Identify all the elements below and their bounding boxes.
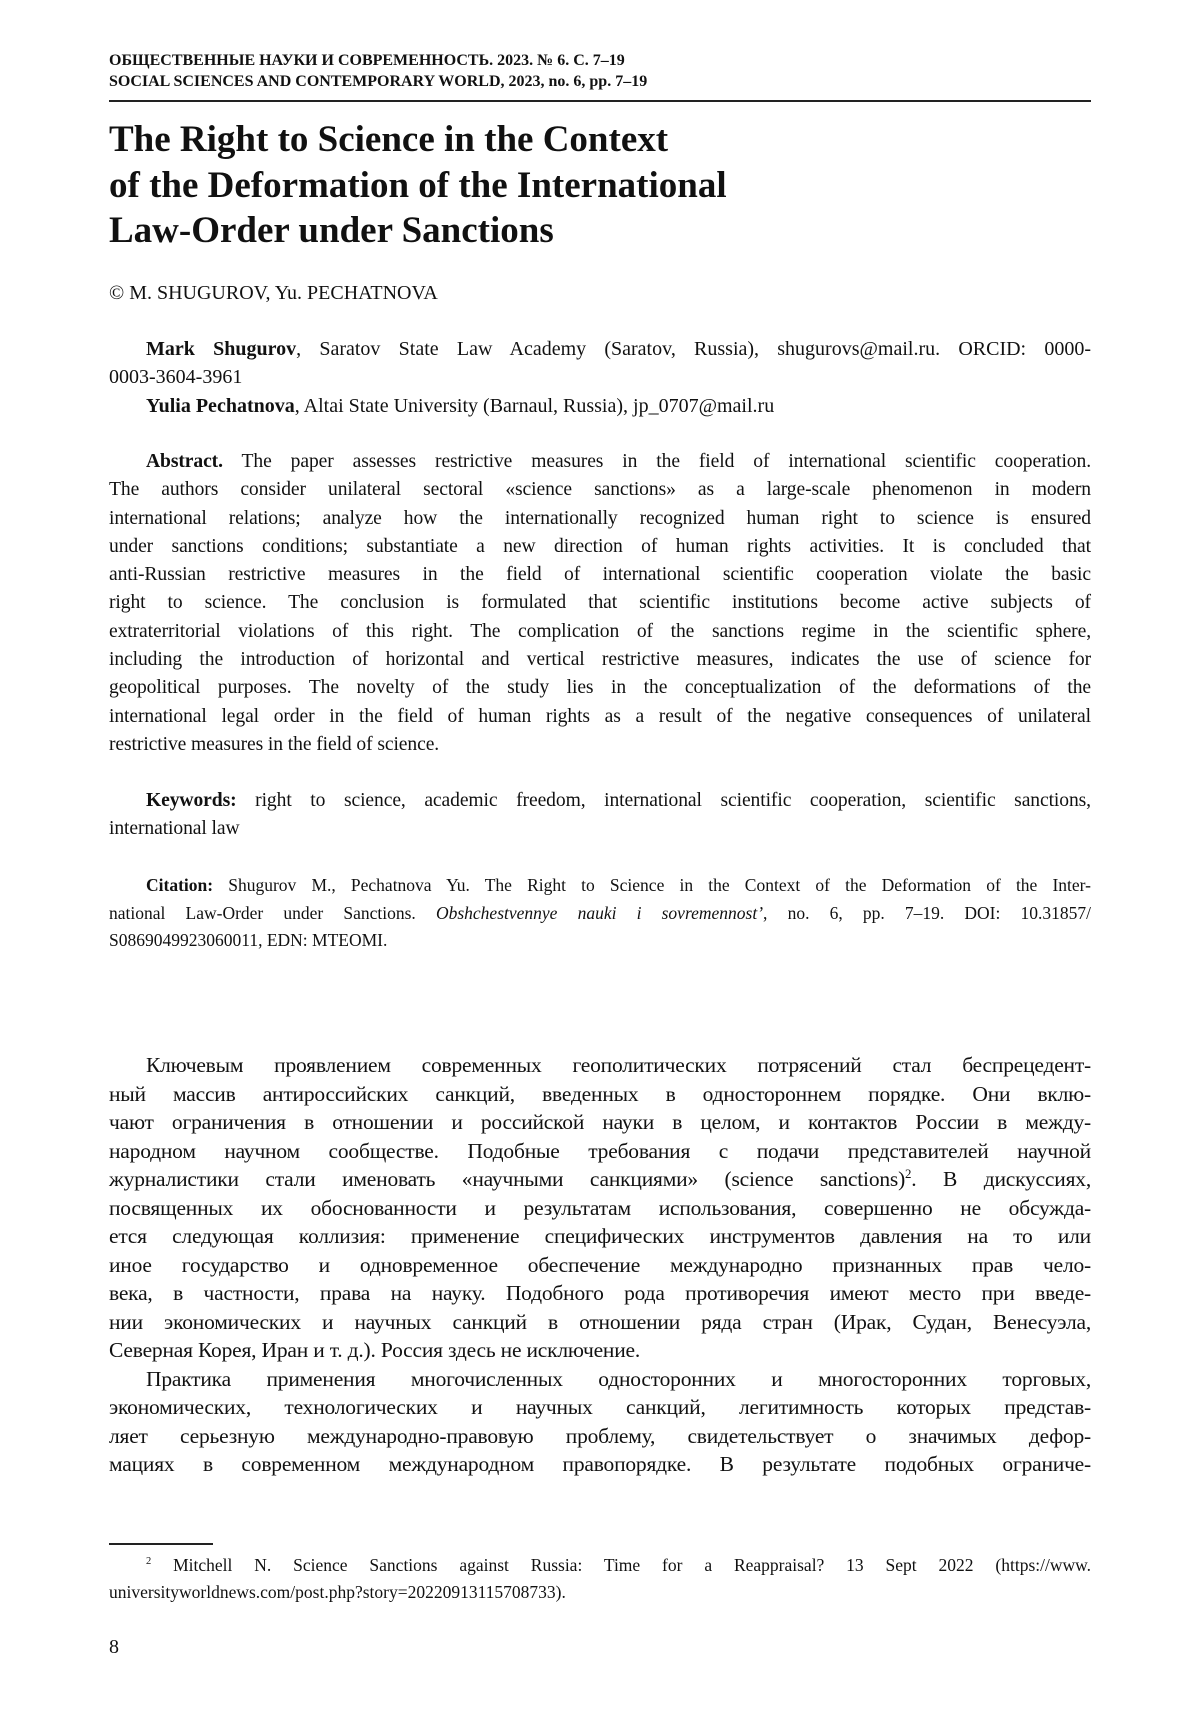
footnote-rule [109,1543,213,1545]
body-line: ный массив антироссийских санкций, введенных в одностороннем порядке. Они вклю- [109,1081,1091,1106]
keywords-label: Keywords: [146,790,237,811]
abstract-text: The paper assesses restrictive measures in the field of international scientific cooperation. [222,451,1091,472]
body-line: Ключевым проявлением современных геополитических потрясений стал беспрецедент- [146,1053,1091,1077]
footnote [109,1552,1091,1606]
abstract [109,448,1091,759]
body-line: народном научном сообществе. Подобные требования с подачи представителей научной [109,1138,1091,1163]
citation [109,872,1091,955]
footnote-line [109,1552,1091,1579]
abstract-line: geopolitical purposes. The novelty of the study lies in the conceptualization of the deformations of the [109,677,1091,699]
header-en: SOCIAL SCIENCES AND CONTEMPORARY WORLD, 2023, no. 6, pp. 7–19 [109,73,648,90]
page-number: 8 [109,1636,119,1658]
body-line: чают ограничения в отношении и российской науки в целом, и контактов России в между- [109,1110,1091,1134]
body-line: посвященных их обоснованности и результатам использования, совершенно не обсужда- [109,1195,1091,1220]
abstract-label: Abstract. [146,451,223,472]
body-line: мациях в современном международном правопорядке. В результате подобных ограниче- [109,1452,1091,1476]
abstract-line: including the introduction of horizontal and vertical restrictive measures, indicates the use of science for [109,649,1091,671]
citation-label: Citation: [146,875,214,895]
title-line: Law-Order under Sanctions [109,210,554,251]
author-1 [109,335,1091,363]
body-line: ляет серьезную международно-правовую проблему, свидетельствует о значимых дефор- [109,1423,1091,1448]
abstract-line [109,448,1091,476]
citation-journal: Obshchestvennye nauki i sovremennost’ [435,902,764,923]
author-name: Yulia Pechatnova [146,394,295,417]
body-text-segment: журналистики стали именовать «научными санкциями» (science sanctions) [109,1167,906,1191]
author-affiliations [109,335,1091,420]
abstract-line: anti-Russian restrictive measures in the field of international scientific cooperation violate the basic [109,564,1091,586]
abstract-line: international relations; analyze how the internationally recognized human right to science is ensured [109,507,1091,529]
keywords-line [109,787,1091,815]
abstract-line: right to science. The conclusion is formulated that scientific institutions become active subjects of [109,592,1091,614]
citation-text: , no. 6, pp. 7–19. DOI: 10.31857/ [763,902,1091,923]
citation-text: Shugurov M., Pechatnova Yu. The Right to Science in the Context of the Deformation of the Inter- [213,875,1091,895]
title-line: of the Deformation of the International [109,164,727,206]
abstract-line: international legal order in the field of human rights as a result of the negative consequences of unilateral [109,705,1091,727]
header-ru: ОБЩЕСТВЕННЫЕ НАУКИ И СОВРЕМЕННОСТЬ. 2023. № 6. С. 7–19 [109,52,625,69]
body-line: Практика применения многочисленных односторонних и многосторонних торговых, [146,1366,1091,1391]
footnote-mark: 2 [146,1556,152,1568]
header-rule [109,100,1091,102]
footnote-text: Mitchell N. Science Sanctions against Russia: Time for a Reappraisal? 13 Sept 2022 (https://www. [151,1555,1091,1575]
body-text [109,1051,1091,1479]
author-affiliation: , Saratov State Law Academy (Saratov, Russia), shugurovs@mail.ru. ORCID: 0000- [296,338,1091,360]
abstract-line: under sanctions conditions; substantiate a new direction of human rights activities. It is concluded that [109,535,1091,557]
keywords-line: international law [109,818,240,840]
copyright: © M. SHUGUROV, Yu. PECHATNOVA [109,282,438,304]
author-2 [109,392,1091,420]
author-affiliation: , Altai State University (Barnaul, Russia), jp_0707@mail.ru [294,394,775,417]
body-line: иное государство и одновременное обеспечение международно признанных прав чело- [109,1252,1091,1277]
footnote-ref[interactable]: 2 [905,1166,912,1181]
running-header [109,50,1091,92]
body-line: ется следующая коллизия: применение специфических инструментов давления на то или [109,1224,1091,1248]
abstract-line: extraterritorial violations of this right. The complication of the sanctions regime in the scientific sphere, [109,620,1091,642]
author-1-orcid: 0003-3604-3961 [109,366,243,389]
body-line: века, в частности, права на науку. Подобного рода противоречия имеют место при введе- [109,1281,1091,1305]
abstract-line: restrictive measures in the field of science. [109,733,440,755]
citation-line [109,872,1091,900]
keywords [109,787,1091,844]
citation-line: S086904992306001​1, EDN: MTEOMI. [109,930,388,950]
keywords-text: right to science, academic freedom, international scientific cooperation, scientific sanctions, [236,790,1091,811]
body-line: нии экономических и научных санкций в отношении ряда стран (Ирак, Судан, Венесуэла, [109,1309,1091,1334]
title-line: The Right to Science in the Context [109,119,669,160]
body-line: экономических, технологических и научных санкций, легитимность которых представ- [109,1395,1091,1419]
citation-text: national Law-Order under Sanctions. [109,902,436,923]
body-text-segment: . В дискуссиях, [911,1167,1091,1191]
abstract-line: The authors consider unilateral sectoral «science sanctions» as a large-scale phenomenon in modern [109,479,1091,501]
body-line: Северная Корея, Иран и т. д.). Россия здесь не исключение. [109,1338,641,1362]
citation-line [109,900,1091,928]
footnote-line: universityworldnews.com/post.php?story=20220913115708733). [109,1582,566,1602]
article-title [109,117,1091,254]
author-name: Mark Shugurov [146,338,297,360]
body-line [109,1165,1091,1194]
